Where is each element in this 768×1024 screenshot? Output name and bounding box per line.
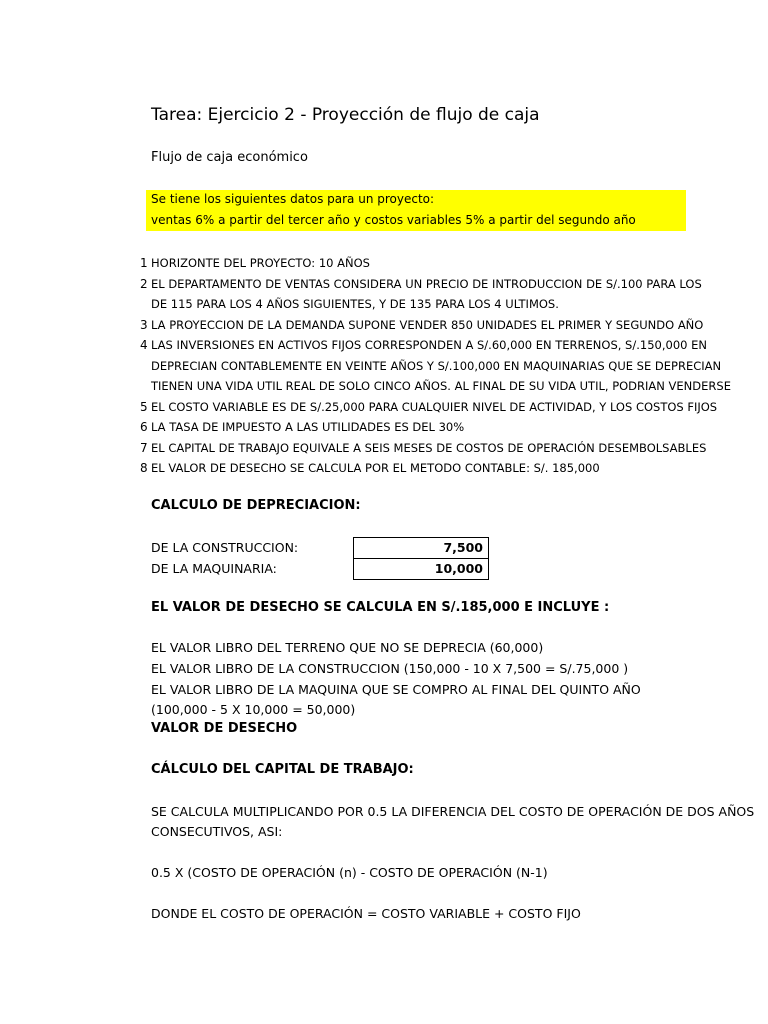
- list-item-continuation: [140, 376, 731, 397]
- list-item: [140, 397, 718, 418]
- item-text: DE 115 PARA LOS 4 AÑOS SIGUIENTES, Y DE 135 PARA LOS 4 ULTIMOS.: [151, 297, 559, 311]
- item-number: 6: [140, 420, 148, 434]
- salvage-heading: EL VALOR DE DESECHO SE CALCULA EN S/.185,000 E INCLUYE :: [151, 600, 610, 615]
- item-text: EL VALOR DE DESECHO SE CALCULA POR EL METODO CONTABLE: S/. 185,000: [151, 461, 600, 475]
- construction-value: 7,500: [443, 540, 483, 555]
- project-data-list: [140, 253, 731, 479]
- highlighted-note-line-2: ventas 6% a partir del tercer año y costos variables 5% a partir del segundo año: [151, 213, 636, 227]
- item-number: 2: [140, 276, 148, 291]
- list-item-continuation: [140, 356, 722, 377]
- page-subtitle: Flujo de caja económico: [151, 150, 308, 165]
- list-item: [140, 458, 678, 479]
- item-text: HORIZONTE DEL PROYECTO: 10 AÑOS: [151, 256, 370, 270]
- item-text: TIENEN UNA VIDA UTIL REAL DE SOLO CINCO AÑOS. AL FINAL DE SU VIDA UTIL, PODRIAN VENDERSE: [151, 379, 731, 393]
- list-item: [140, 274, 702, 295]
- item-number: 8: [140, 461, 148, 475]
- item-text: DEPRECIAN CONTABLEMENTE EN VEINTE AÑOS Y S/.100,000 EN MAQUINARIAS QUE SE DEPRECIAN: [151, 358, 722, 373]
- item-text: LA PROYECCION DE LA DEMANDA SUPONE VENDER 850 UNIDADES EL PRIMER Y SEGUNDO AÑO: [151, 317, 704, 332]
- depreciation-table: [353, 537, 489, 580]
- salvage-line-2: EL VALOR LIBRO DE LA CONSTRUCCION (150,000 - 10 X 7,500 = S/.75,000 ): [151, 661, 629, 676]
- highlighted-note-line-1: Se tiene los siguientes datos para un proyecto:: [151, 192, 435, 206]
- list-item-continuation: [140, 294, 678, 315]
- depreciation-heading: CALCULO DE DEPRECIACION:: [151, 498, 361, 513]
- item-number: 7: [140, 440, 148, 455]
- list-item: [140, 417, 678, 438]
- working-capital-line-1: SE CALCULA MULTIPLICANDO POR 0.5 LA DIFERENCIA DEL COSTO DE OPERACIÓN DE DOS AÑOS: [151, 804, 755, 819]
- item-number: 1: [140, 256, 148, 270]
- item-number: 3: [140, 317, 148, 332]
- item-number: 4: [140, 338, 148, 352]
- item-text: EL CAPITAL DE TRABAJO EQUIVALE A SEIS MESES DE COSTOS DE OPERACIÓN DESEMBOLSABLES: [151, 440, 707, 455]
- highlighted-note: [146, 190, 686, 231]
- item-text: EL COSTO VARIABLE ES DE S/.25,000 PARA CUALQUIER NIVEL DE ACTIVIDAD, Y LOS COSTOS FIJOS: [151, 399, 718, 414]
- item-number: 5: [140, 399, 148, 414]
- list-item: [140, 253, 678, 274]
- construction-label: DE LA CONSTRUCCION:: [151, 540, 299, 555]
- list-item: [140, 438, 707, 459]
- item-text: LAS INVERSIONES EN ACTIVOS FIJOS CORRESPONDEN A S/.60,000 EN TERRENOS, S/.150,000 EN: [151, 338, 707, 352]
- list-item: [140, 315, 704, 336]
- list-item: [140, 335, 707, 356]
- item-text: EL DEPARTAMENTO DE VENTAS CONSIDERA UN PRECIO DE INTRODUCCION DE S/.100 PARA LOS: [151, 276, 702, 291]
- machinery-value: 10,000: [354, 558, 488, 579]
- working-capital-heading: CÁLCULO DEL CAPITAL DE TRABAJO:: [151, 762, 414, 777]
- salvage-line-3: EL VALOR LIBRO DE LA MAQUINA QUE SE COMPRO AL FINAL DEL QUINTO AÑO: [151, 682, 641, 697]
- item-text: LA TASA DE IMPUESTO A LAS UTILIDADES ES DEL 30%: [151, 420, 465, 434]
- machinery-label: DE LA MAQUINARIA:: [151, 561, 277, 576]
- salvage-subheading: VALOR DE DESECHO: [151, 721, 298, 736]
- salvage-line-4: (100,000 - 5 X 10,000 = 50,000): [151, 702, 356, 717]
- working-capital-formula: 0.5 X (COSTO DE OPERACIÓN (n) - COSTO DE OPERACIÓN (N-1): [151, 865, 548, 880]
- page-title: Tarea: Ejercicio 2 - Proyección de flujo de caja: [151, 105, 540, 125]
- working-capital-definition: DONDE EL COSTO DE OPERACIÓN = COSTO VARIABLE + COSTO FIJO: [151, 906, 581, 921]
- working-capital-line-2: CONSECUTIVOS, ASI:: [151, 824, 283, 839]
- salvage-line-1: EL VALOR LIBRO DEL TERRENO QUE NO SE DEPRECIA (60,000): [151, 640, 544, 655]
